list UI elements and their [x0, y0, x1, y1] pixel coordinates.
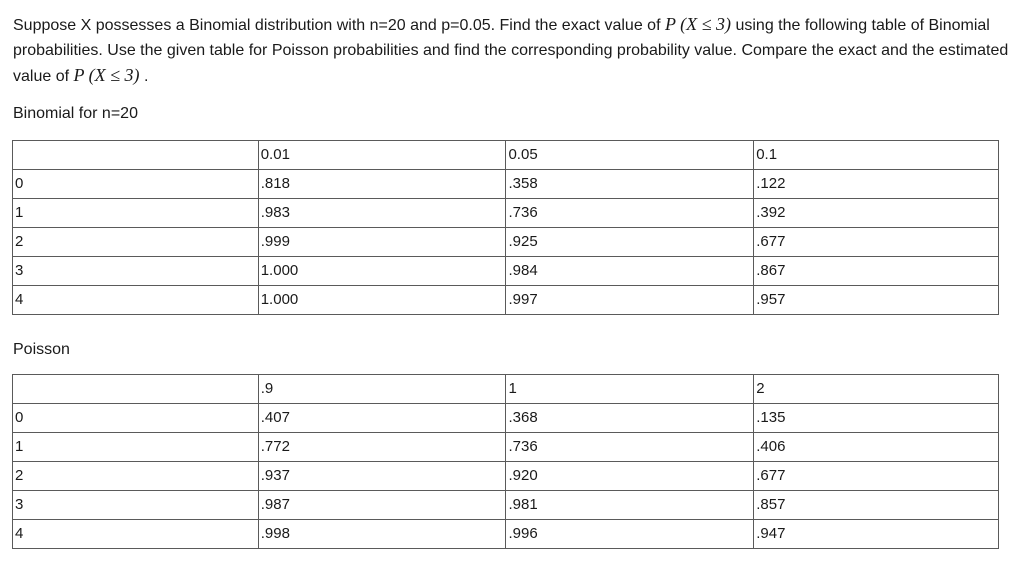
table-cell: .772 — [258, 433, 506, 462]
header-cell: 1 — [506, 375, 754, 404]
probability-expression-2: P (X ≤ 3) — [73, 65, 140, 85]
table-cell: .987 — [258, 491, 506, 520]
question-part-3: . — [139, 68, 149, 85]
table-cell: .867 — [754, 257, 999, 286]
table-cell: .135 — [754, 404, 999, 433]
table-header-row — [13, 375, 999, 404]
row-label-cell: 3 — [13, 491, 259, 520]
table-cell: .857 — [754, 491, 999, 520]
question-part-1: Suppose X possesses a Binomial distribution with n=20 and p=0.05. Find the exact value of — [13, 17, 665, 34]
table-cell: .984 — [506, 257, 754, 286]
row-label-cell: 3 — [13, 257, 259, 286]
table-cell: .998 — [258, 520, 506, 549]
row-label-cell: 2 — [13, 228, 259, 257]
header-cell — [13, 141, 259, 170]
row-label-cell: 2 — [13, 462, 259, 491]
row-label-cell: 4 — [13, 520, 259, 549]
table-cell: .407 — [258, 404, 506, 433]
header-cell: .9 — [258, 375, 506, 404]
table-row — [13, 228, 999, 257]
table-cell: .996 — [506, 520, 754, 549]
table-cell: 1.000 — [258, 257, 506, 286]
table-cell: .368 — [506, 404, 754, 433]
row-label-cell: 1 — [13, 199, 259, 228]
table-row — [13, 199, 999, 228]
binomial-table — [12, 140, 999, 315]
probability-expression: P (X ≤ 3) — [664, 14, 732, 34]
poisson-table — [12, 374, 999, 549]
table-cell: .957 — [754, 286, 999, 315]
table-cell: .999 — [258, 228, 506, 257]
header-cell: 0.01 — [258, 141, 506, 170]
table-row — [13, 462, 999, 491]
row-label-cell: 0 — [13, 404, 259, 433]
table-row — [13, 286, 999, 315]
table-row — [13, 433, 999, 462]
poisson-table-label: Poisson — [13, 341, 70, 358]
question-text — [13, 12, 1017, 89]
table-cell: .925 — [506, 228, 754, 257]
binomial-table-label: Binomial for n=20 — [13, 105, 138, 122]
table-cell: .818 — [258, 170, 506, 199]
table-cell: .406 — [754, 433, 999, 462]
table-row — [13, 491, 999, 520]
row-label-cell: 1 — [13, 433, 259, 462]
table-cell: .677 — [754, 462, 999, 491]
table-cell: .677 — [754, 228, 999, 257]
table-row — [13, 520, 999, 549]
header-cell: 0.1 — [754, 141, 999, 170]
table-cell: .997 — [506, 286, 754, 315]
table-cell: .736 — [506, 199, 754, 228]
row-label-cell: 0 — [13, 170, 259, 199]
table-cell: .122 — [754, 170, 999, 199]
row-label-cell: 4 — [13, 286, 259, 315]
table-row — [13, 257, 999, 286]
header-cell: 2 — [754, 375, 999, 404]
table-header-row — [13, 141, 999, 170]
table-cell: .983 — [258, 199, 506, 228]
table-cell: .392 — [754, 199, 999, 228]
question-part-2: using the following table of Binomial probabilities. Use the given table for Poisson probabilities and find the corresponding probability value. Compare the exact and the estimated value of — [13, 17, 1009, 85]
header-cell: 0.05 — [506, 141, 754, 170]
table-row — [13, 170, 999, 199]
table-cell: .920 — [506, 462, 754, 491]
table-row — [13, 404, 999, 433]
table-cell: .358 — [506, 170, 754, 199]
table-cell: .736 — [506, 433, 754, 462]
table-cell: .947 — [754, 520, 999, 549]
table-cell: .937 — [258, 462, 506, 491]
table-cell: .981 — [506, 491, 754, 520]
table-cell: 1.000 — [258, 286, 506, 315]
header-cell — [13, 375, 259, 404]
